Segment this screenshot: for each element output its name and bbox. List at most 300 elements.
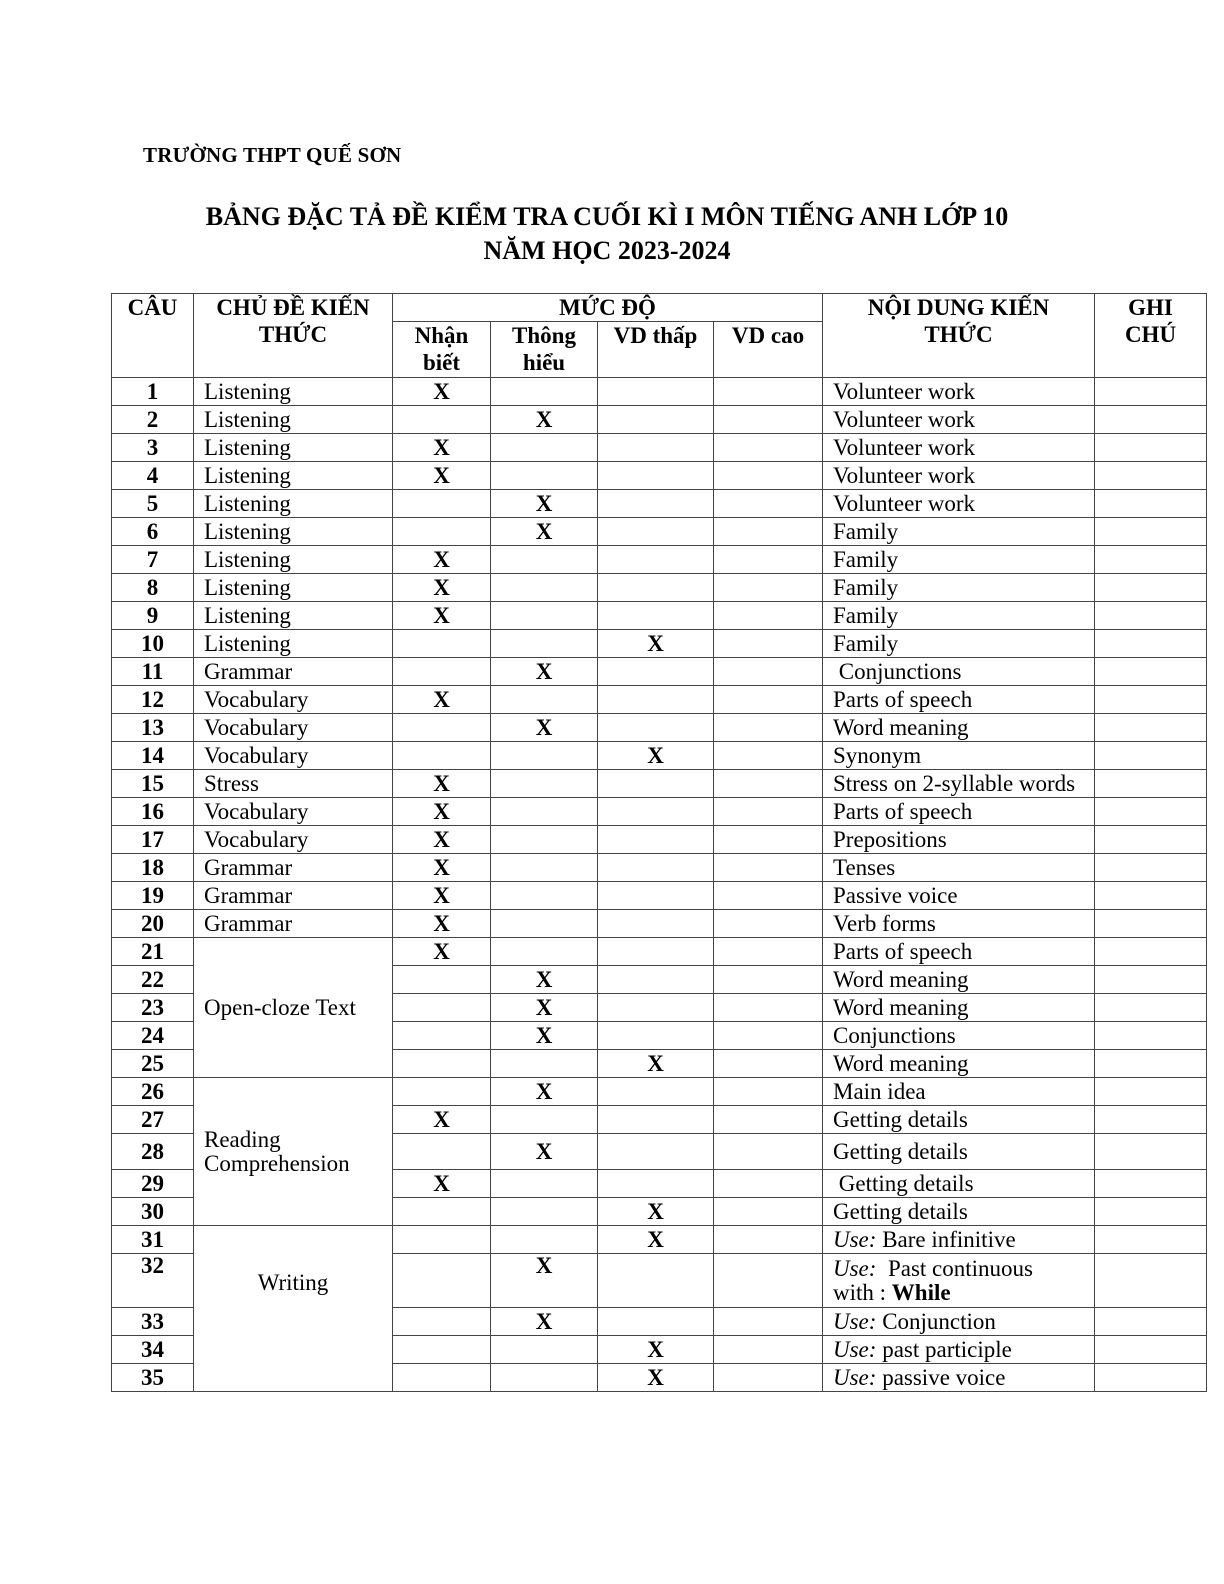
level-mark: X: [491, 518, 598, 546]
level-cell: [598, 714, 714, 742]
level-mark: X: [491, 1134, 598, 1170]
level-cell: [393, 658, 491, 686]
level-cell: [598, 1254, 714, 1308]
level-cell: [393, 1078, 491, 1106]
level-mark: X: [393, 602, 491, 630]
level-cell: [491, 602, 598, 630]
level-mark: X: [598, 630, 714, 658]
table-row: [112, 938, 1207, 966]
table-row: [112, 714, 1207, 742]
content-cell: [823, 1170, 1095, 1198]
level-cell: [598, 882, 714, 910]
topic-cell: Vocabulary: [194, 686, 393, 714]
level-mark: X: [598, 1364, 714, 1392]
content-cell: [823, 630, 1095, 658]
content-cell: [823, 966, 1095, 994]
question-number: 3: [112, 434, 194, 462]
level-mark: X: [491, 406, 598, 434]
level-cell: [714, 938, 823, 966]
content-text: Getting details: [833, 1170, 974, 1196]
level-cell: [491, 434, 598, 462]
level-mark: X: [491, 966, 598, 994]
level-mark: X: [598, 1336, 714, 1364]
level-cell: [393, 966, 491, 994]
content-text: Parts of speech: [833, 938, 973, 964]
question-number: 5: [112, 490, 194, 518]
question-number: 30: [112, 1198, 194, 1226]
topic-cell: Listening: [194, 406, 393, 434]
level-cell: [598, 1134, 714, 1170]
level-mark: X: [491, 1254, 598, 1308]
question-number: 10: [112, 630, 194, 658]
question-number: 11: [112, 658, 194, 686]
topic-cell: Grammar: [194, 882, 393, 910]
content-text: Volunteer work: [833, 378, 976, 404]
level-mark: X: [393, 770, 491, 798]
level-cell: [714, 546, 823, 574]
topic-cell: Listening: [194, 490, 393, 518]
level-cell: [393, 1198, 491, 1226]
level-mark: X: [393, 574, 491, 602]
table-row: [112, 910, 1207, 938]
content-cell: [823, 1336, 1095, 1364]
question-number: 32: [112, 1254, 194, 1308]
note-cell: [1095, 1050, 1207, 1078]
level-cell: [393, 1308, 491, 1336]
level-cell: [714, 1134, 823, 1170]
content-cell: [823, 1022, 1095, 1050]
level-cell: [714, 658, 823, 686]
level-cell: [393, 1050, 491, 1078]
content-text: passive voice: [876, 1364, 1006, 1390]
content-text: Conjunctions: [833, 658, 962, 684]
level-cell: [714, 518, 823, 546]
level-cell: [714, 686, 823, 714]
question-number: 8: [112, 574, 194, 602]
level-cell: [393, 630, 491, 658]
topic-cell-merged: Reading Comprehension: [194, 1078, 393, 1226]
content-cell: [823, 1198, 1095, 1226]
note-cell: [1095, 490, 1207, 518]
level-mark: X: [393, 462, 491, 490]
note-cell: [1095, 1254, 1207, 1308]
content-keyword: While: [891, 1279, 951, 1305]
level-cell: [393, 1364, 491, 1392]
table-row: [112, 798, 1207, 826]
question-number: 17: [112, 826, 194, 854]
content-text: Bare infinitive: [876, 1226, 1016, 1252]
level-cell: [491, 742, 598, 770]
level-cell: [714, 882, 823, 910]
table-row: [112, 490, 1207, 518]
question-number: 7: [112, 546, 194, 574]
level-cell: [598, 1170, 714, 1198]
level-cell: [393, 1336, 491, 1364]
level-cell: [598, 966, 714, 994]
table-row: [112, 826, 1207, 854]
table-row: [112, 1078, 1207, 1106]
school-name: TRƯỜNG THPT QUẾ SƠN: [143, 143, 402, 167]
topic-cell: Listening: [194, 630, 393, 658]
content-text: Stress on 2-syllable words: [833, 770, 1076, 796]
question-number: 16: [112, 798, 194, 826]
level-mark: X: [393, 1170, 491, 1198]
level-cell: [491, 1170, 598, 1198]
note-cell: [1095, 1364, 1207, 1392]
level-cell: [714, 378, 823, 406]
content-cell: [823, 1134, 1095, 1170]
content-text: past participle: [876, 1336, 1012, 1362]
use-label: Use:: [833, 1308, 877, 1334]
question-number: 26: [112, 1078, 194, 1106]
content-cell: [823, 1308, 1095, 1336]
level-cell: [598, 378, 714, 406]
content-text: Family: [833, 574, 899, 600]
level-mark: X: [393, 910, 491, 938]
topic-cell: Grammar: [194, 658, 393, 686]
level-cell: [598, 1308, 714, 1336]
question-number: 24: [112, 1022, 194, 1050]
note-cell: [1095, 406, 1207, 434]
level-cell: [393, 1226, 491, 1254]
content-cell: [823, 686, 1095, 714]
level-cell: [491, 1364, 598, 1392]
level-mark: X: [393, 546, 491, 574]
note-cell: [1095, 714, 1207, 742]
topic-cell: Listening: [194, 378, 393, 406]
table-row: [112, 630, 1207, 658]
level-cell: [598, 602, 714, 630]
level-mark: X: [598, 1198, 714, 1226]
content-text: Synonym: [833, 742, 922, 768]
content-cell: [823, 994, 1095, 1022]
level-cell: [598, 546, 714, 574]
content-text: Past continuous: [876, 1255, 1033, 1281]
level-cell: [714, 1308, 823, 1336]
note-cell: [1095, 434, 1207, 462]
level-cell: [714, 1198, 823, 1226]
header-level-vd-cao: VD cao: [714, 322, 823, 378]
topic-cell: Grammar: [194, 910, 393, 938]
question-number: 27: [112, 1106, 194, 1134]
content-cell: [823, 714, 1095, 742]
level-mark: X: [393, 938, 491, 966]
level-cell: [598, 1106, 714, 1134]
table-row: [112, 602, 1207, 630]
note-cell: [1095, 966, 1207, 994]
note-cell: [1095, 1106, 1207, 1134]
level-mark: X: [393, 854, 491, 882]
table-row: [112, 658, 1207, 686]
question-number: 25: [112, 1050, 194, 1078]
level-cell: [393, 714, 491, 742]
table-row: [112, 518, 1207, 546]
topic-cell: Vocabulary: [194, 714, 393, 742]
content-cell: [823, 938, 1095, 966]
content-cell: [823, 798, 1095, 826]
content-cell: [823, 1050, 1095, 1078]
note-cell: [1095, 574, 1207, 602]
note-cell: [1095, 1336, 1207, 1364]
content-text: Verb forms: [833, 910, 936, 936]
level-cell: [714, 798, 823, 826]
level-mark: X: [491, 1078, 598, 1106]
table-row: [112, 854, 1207, 882]
content-cell: [823, 910, 1095, 938]
question-number: 23: [112, 994, 194, 1022]
table-row: [112, 742, 1207, 770]
level-mark: X: [393, 882, 491, 910]
topic-cell: Listening: [194, 574, 393, 602]
note-cell: [1095, 546, 1207, 574]
level-cell: [714, 1226, 823, 1254]
topic-cell: Listening: [194, 462, 393, 490]
level-cell: [714, 714, 823, 742]
level-mark: X: [491, 1022, 598, 1050]
content-cell: [823, 658, 1095, 686]
topic-cell: Grammar: [194, 854, 393, 882]
school-year: NĂM HỌC 2023-2024: [483, 236, 731, 265]
level-mark: X: [491, 1308, 598, 1336]
level-cell: [598, 490, 714, 518]
table-row: [112, 574, 1207, 602]
level-cell: [393, 518, 491, 546]
header-level-vd-thap: VD thấp: [598, 322, 714, 378]
content-text: Getting details: [833, 1198, 968, 1224]
note-cell: [1095, 1308, 1207, 1336]
table-row: [112, 378, 1207, 406]
level-cell: [714, 574, 823, 602]
content-cell: [823, 546, 1095, 574]
level-cell: [491, 686, 598, 714]
level-cell: [714, 1170, 823, 1198]
level-cell: [714, 910, 823, 938]
table-row: [112, 882, 1207, 910]
question-number: 1: [112, 378, 194, 406]
level-cell: [714, 854, 823, 882]
spec-table: [111, 293, 1207, 1392]
level-cell: [598, 826, 714, 854]
level-mark: X: [491, 490, 598, 518]
content-text: Getting details: [833, 1138, 968, 1164]
content-text: Family: [833, 602, 899, 628]
table-row: [112, 546, 1207, 574]
level-cell: [491, 770, 598, 798]
question-number: 18: [112, 854, 194, 882]
content-text-line2: with :: [833, 1279, 892, 1305]
level-cell: [598, 686, 714, 714]
question-number: 12: [112, 686, 194, 714]
table-row: [112, 462, 1207, 490]
level-cell: [491, 910, 598, 938]
header-level-nhan-biet: Nhận biết: [393, 322, 491, 378]
use-label: Use:: [833, 1255, 877, 1281]
use-label: Use:: [833, 1336, 877, 1362]
question-number: 34: [112, 1336, 194, 1364]
topic-cell: Stress: [194, 770, 393, 798]
level-cell: [714, 462, 823, 490]
note-cell: [1095, 826, 1207, 854]
question-number: 14: [112, 742, 194, 770]
level-mark: X: [491, 994, 598, 1022]
level-mark: X: [393, 686, 491, 714]
level-cell: [598, 658, 714, 686]
topic-cell: Vocabulary: [194, 798, 393, 826]
level-cell: [714, 490, 823, 518]
level-cell: [393, 742, 491, 770]
note-cell: [1095, 518, 1207, 546]
note-cell: [1095, 798, 1207, 826]
content-cell: [823, 1226, 1095, 1254]
topic-cell-merged: Writing: [194, 1226, 393, 1392]
content-cell: [823, 1078, 1095, 1106]
content-text: Family: [833, 518, 899, 544]
level-cell: [491, 798, 598, 826]
question-number: 33: [112, 1308, 194, 1336]
level-cell: [598, 518, 714, 546]
content-cell: [823, 882, 1095, 910]
note-cell: [1095, 770, 1207, 798]
question-number: 21: [112, 938, 194, 966]
content-cell: [823, 770, 1095, 798]
level-cell: [491, 1226, 598, 1254]
question-number: 4: [112, 462, 194, 490]
level-cell: [714, 966, 823, 994]
question-number: 9: [112, 602, 194, 630]
level-cell: [714, 826, 823, 854]
content-cell: [823, 1364, 1095, 1392]
content-text: Conjunction: [876, 1308, 996, 1334]
header-level: MỨC ĐỘ: [393, 294, 823, 322]
question-number: 19: [112, 882, 194, 910]
note-cell: [1095, 1198, 1207, 1226]
note-cell: [1095, 854, 1207, 882]
content-text: Conjunctions: [833, 1022, 956, 1048]
table-row: [112, 406, 1207, 434]
level-mark: X: [598, 1050, 714, 1078]
note-cell: [1095, 686, 1207, 714]
topic-cell: Listening: [194, 434, 393, 462]
level-cell: [393, 406, 491, 434]
content-text: Word meaning: [833, 966, 969, 992]
level-cell: [714, 1050, 823, 1078]
level-cell: [491, 854, 598, 882]
level-cell: [714, 406, 823, 434]
content-cell: [823, 434, 1095, 462]
level-cell: [598, 994, 714, 1022]
note-cell: [1095, 1078, 1207, 1106]
level-mark: X: [393, 1106, 491, 1134]
level-cell: [714, 434, 823, 462]
content-cell: [823, 378, 1095, 406]
content-text: Main idea: [833, 1078, 926, 1104]
content-text: Volunteer work: [833, 462, 976, 488]
note-cell: [1095, 910, 1207, 938]
level-cell: [714, 1106, 823, 1134]
content-text: Word meaning: [833, 1050, 969, 1076]
level-mark: X: [598, 1226, 714, 1254]
level-cell: [714, 1364, 823, 1392]
content-text: Passive voice: [833, 882, 958, 908]
content-cell: [823, 490, 1095, 518]
question-number: 20: [112, 910, 194, 938]
content-cell: [823, 826, 1095, 854]
level-cell: [598, 938, 714, 966]
question-number: 13: [112, 714, 194, 742]
content-text: Prepositions: [833, 826, 947, 852]
note-cell: [1095, 938, 1207, 966]
level-cell: [714, 630, 823, 658]
use-label: Use:: [833, 1364, 877, 1390]
level-mark: X: [491, 658, 598, 686]
level-cell: [491, 826, 598, 854]
level-cell: [491, 882, 598, 910]
level-cell: [598, 770, 714, 798]
topic-cell: Listening: [194, 602, 393, 630]
content-text: Word meaning: [833, 994, 969, 1020]
question-number: 15: [112, 770, 194, 798]
level-cell: [598, 574, 714, 602]
content-text: Parts of speech: [833, 686, 973, 712]
level-cell: [714, 602, 823, 630]
level-cell: [491, 462, 598, 490]
level-cell: [491, 1336, 598, 1364]
level-cell: [491, 546, 598, 574]
content-cell: [823, 1254, 1095, 1308]
level-cell: [598, 910, 714, 938]
table-row: [112, 434, 1207, 462]
question-number: 28: [112, 1134, 194, 1170]
table-row: [112, 770, 1207, 798]
level-mark: X: [393, 434, 491, 462]
content-cell: [823, 574, 1095, 602]
header-cau: CÂU: [112, 294, 194, 378]
level-cell: [714, 1022, 823, 1050]
topic-cell: Listening: [194, 518, 393, 546]
note-cell: [1095, 1022, 1207, 1050]
header-level-thong-hieu: Thông hiểu: [491, 322, 598, 378]
question-number: 2: [112, 406, 194, 434]
topic-cell: Vocabulary: [194, 826, 393, 854]
level-cell: [393, 1254, 491, 1308]
content-text: Parts of speech: [833, 798, 973, 824]
level-cell: [598, 1078, 714, 1106]
level-cell: [714, 1078, 823, 1106]
level-cell: [491, 574, 598, 602]
level-mark: X: [393, 798, 491, 826]
content-text: Family: [833, 546, 899, 572]
table-row: [112, 1226, 1207, 1254]
note-cell: [1095, 602, 1207, 630]
content-text: Tenses: [833, 854, 896, 880]
level-mark: X: [393, 826, 491, 854]
question-number: 31: [112, 1226, 194, 1254]
level-cell: [714, 1254, 823, 1308]
level-cell: [598, 798, 714, 826]
level-cell: [598, 1022, 714, 1050]
question-number: 6: [112, 518, 194, 546]
level-mark: X: [393, 378, 491, 406]
content-text: Word meaning: [833, 714, 969, 740]
note-cell: [1095, 462, 1207, 490]
content-text: Family: [833, 630, 899, 656]
content-cell: [823, 462, 1095, 490]
level-cell: [714, 994, 823, 1022]
level-cell: [491, 630, 598, 658]
level-cell: [491, 938, 598, 966]
level-cell: [393, 490, 491, 518]
header-note: GHI CHÚ: [1095, 294, 1207, 378]
